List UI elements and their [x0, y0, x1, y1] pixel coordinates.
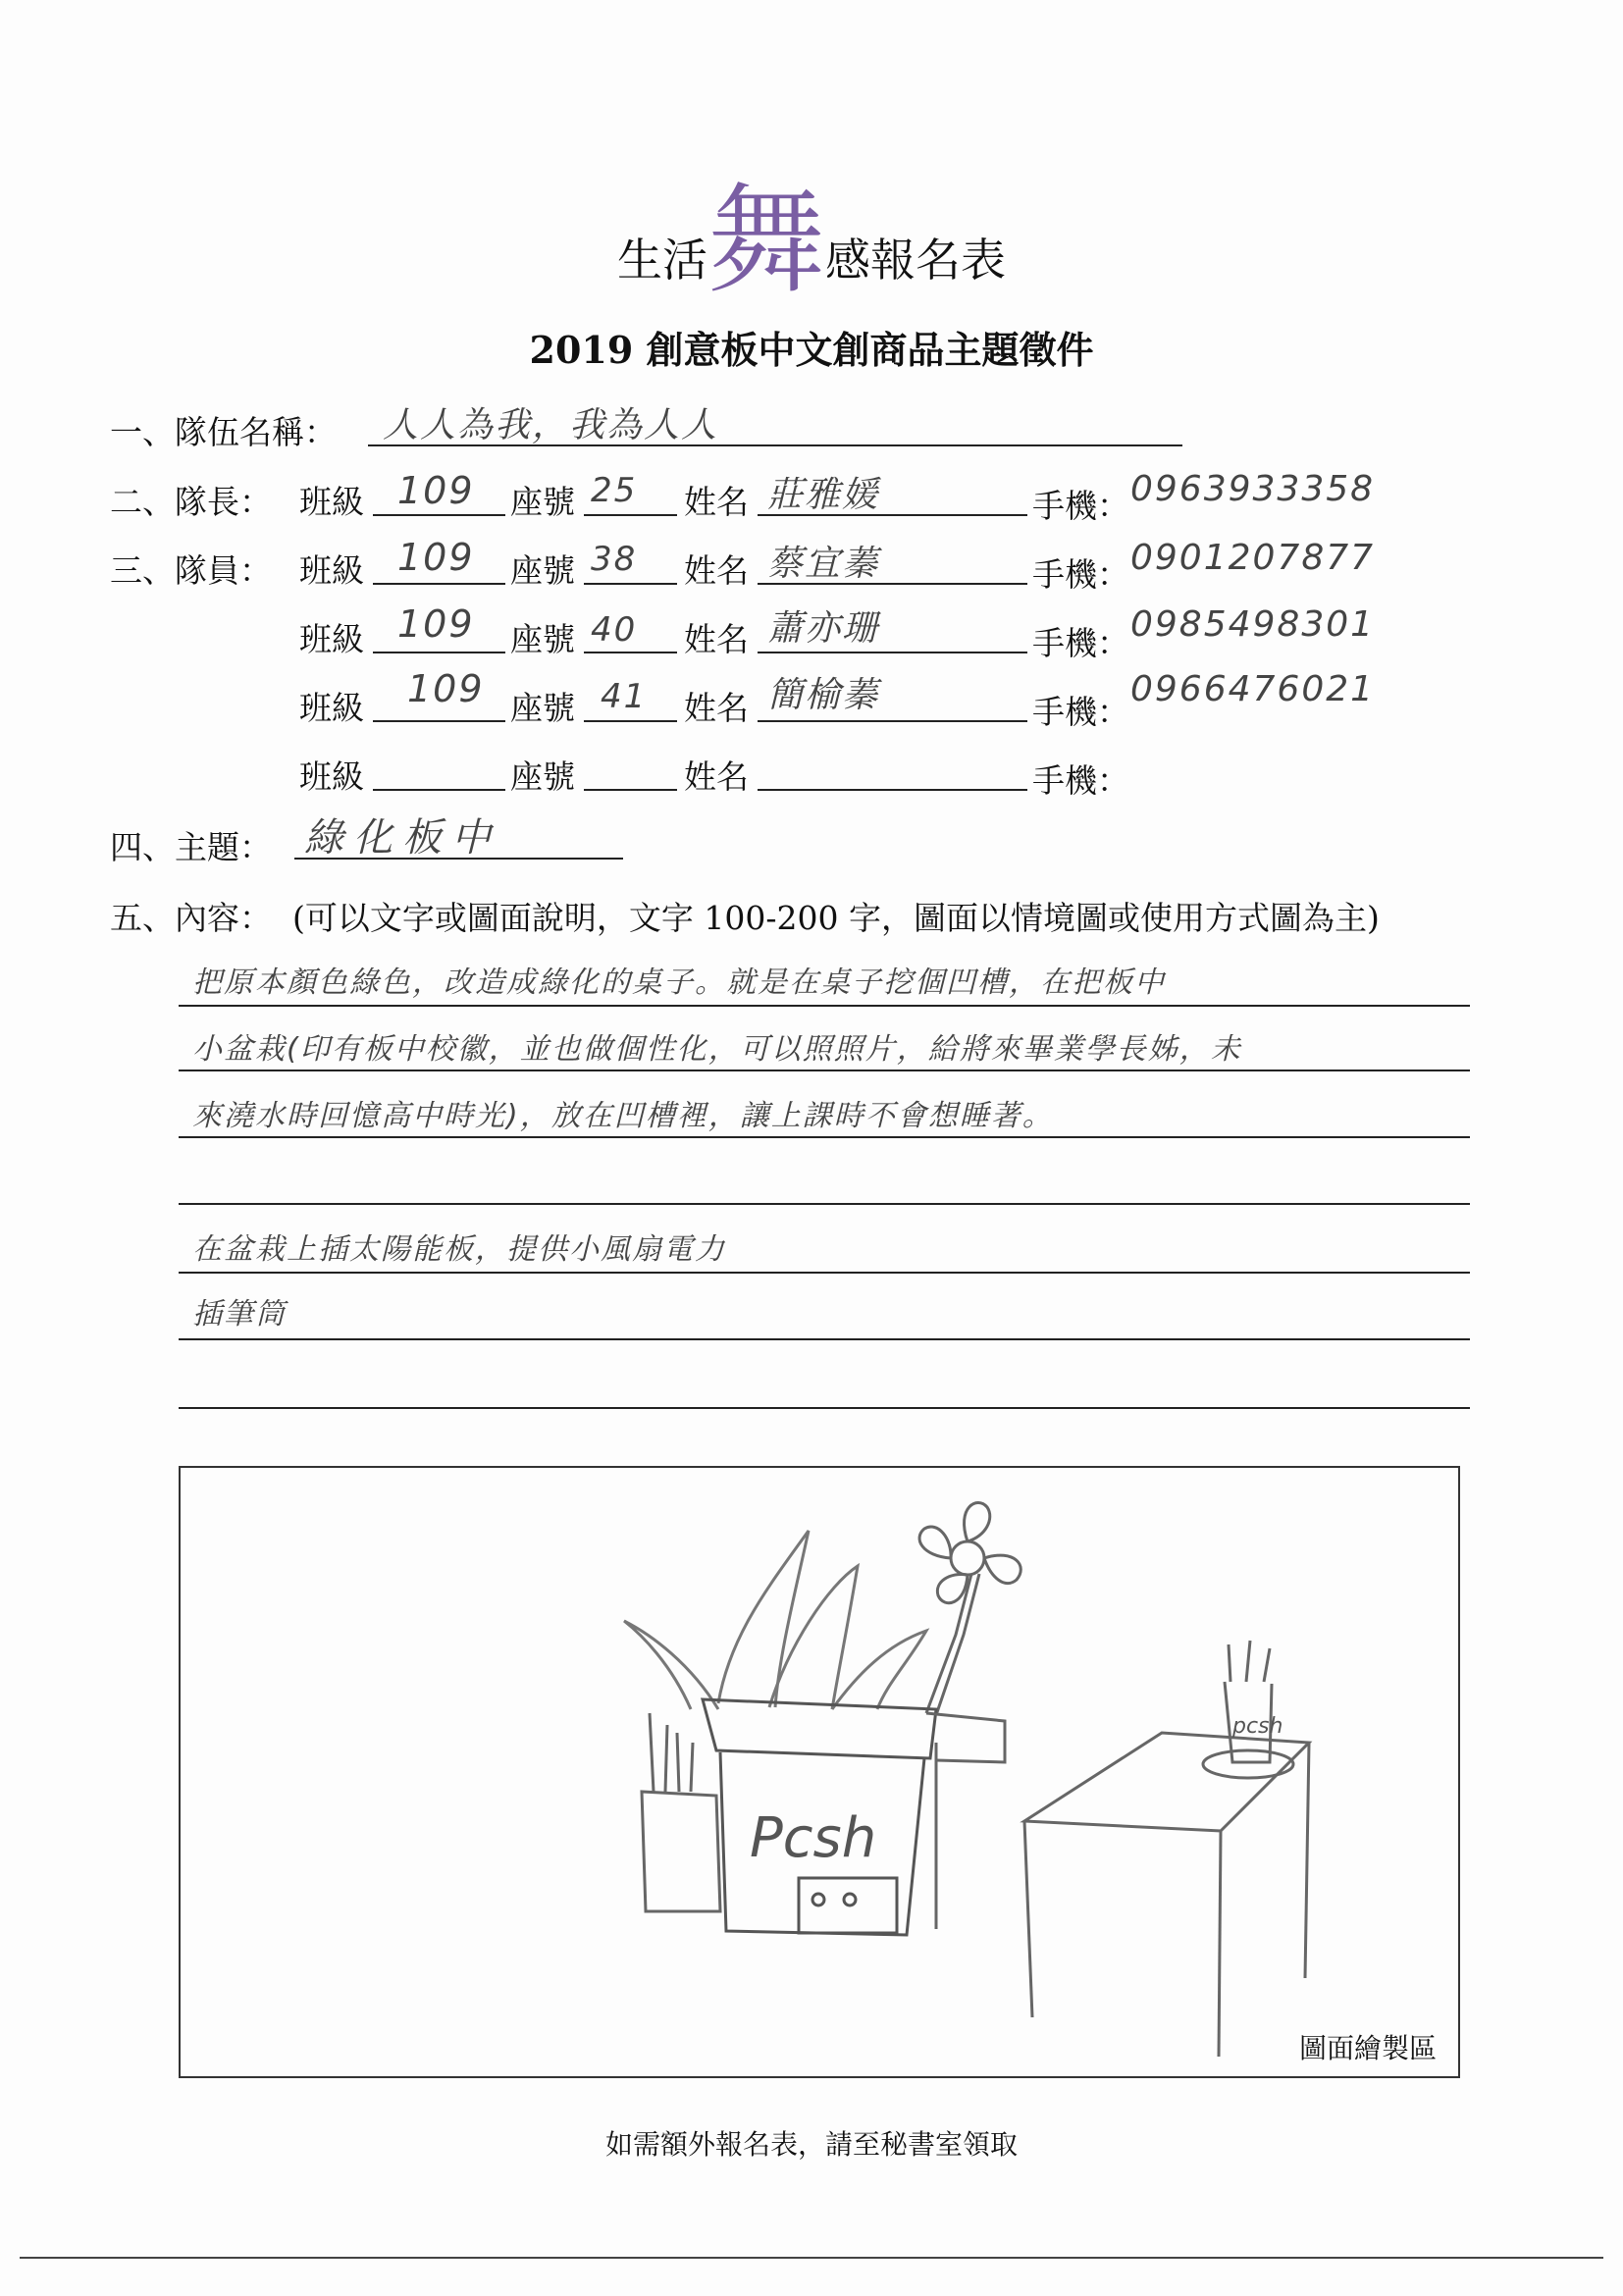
member-name-value[interactable]: 蕭亦珊: [767, 608, 880, 649]
drawing-area-label: 圖面繪製區: [1298, 2032, 1437, 2064]
content-text-line[interactable]: 小盆栽(印有板中校徽，並也做個性化，可以照照片，給將來畢業學長姊，未: [192, 1032, 1242, 1067]
member-seat-label: 座號: [510, 689, 575, 727]
team-name-value[interactable]: 人人為我，我為人人: [383, 405, 719, 445]
pen-holder-sketch: [642, 1713, 720, 1911]
member-class-line: [373, 583, 505, 585]
leader-name-label: 姓名: [684, 483, 749, 521]
content-label: 五、內容：: [110, 899, 272, 937]
member-name-label: 姓名: [684, 757, 749, 796]
pot-label: Pcsh: [750, 1806, 877, 1870]
member-class-value[interactable]: 109: [397, 602, 475, 646]
content-text-line[interactable]: 在盆栽上插太陽能板，提供小風扇電力: [192, 1232, 726, 1267]
form-title: [0, 147, 1623, 316]
member-class-line: [373, 720, 505, 722]
member-phone-value[interactable]: 0985498301: [1130, 604, 1376, 645]
leader-phone-label: 手機：: [1032, 487, 1129, 525]
member-seat-value[interactable]: 40: [591, 610, 638, 650]
member-name-label: 姓名: [684, 689, 749, 727]
theme-label: 四、主題：: [110, 828, 272, 866]
content-line: [179, 1203, 1470, 1205]
leader-seat-value[interactable]: 25: [591, 471, 638, 510]
title-pre: 生活: [617, 234, 707, 287]
leader-seat-label: 座號: [510, 483, 575, 521]
member-seat-value[interactable]: 41: [601, 677, 648, 716]
content-line: [179, 1338, 1470, 1340]
content-text-line[interactable]: 來澆水時回憶高中時光)，放在凹槽裡，讓上課時不會想睡著。: [192, 1099, 1054, 1133]
member-phone-label: 手機：: [1032, 693, 1129, 731]
member-seat-value[interactable]: 38: [591, 540, 638, 579]
members-label: 三、隊員：: [110, 551, 272, 590]
content-instructions: (可以文字或圖面說明，文字 100-200 字，圖面以情境圖或使用方式圖為主): [292, 899, 1380, 937]
leader-class-line: [373, 514, 505, 516]
drawing-area[interactable]: [179, 1466, 1460, 2078]
member-class-line: [373, 652, 505, 653]
member-seat-label: 座號: [510, 757, 575, 796]
member-phone-value[interactable]: 0901207877: [1130, 538, 1376, 578]
fan-sketch: [919, 1502, 1021, 1715]
member-class-label: 班級: [299, 689, 364, 727]
content-line: [179, 1005, 1470, 1007]
member-name-line: [758, 789, 1027, 791]
member-phone-label: 手機：: [1032, 761, 1129, 800]
member-phone-label: 手機：: [1032, 555, 1129, 594]
title-dance-char: 舞: [707, 174, 825, 310]
leader-name-value[interactable]: 莊雅媛: [767, 475, 880, 515]
leader-label: 二、隊長：: [110, 483, 272, 521]
member-seat-line: [584, 652, 677, 653]
content-line: [179, 1136, 1470, 1138]
cup-label: pcsh: [1232, 1714, 1283, 1739]
desk-sketch: [926, 1713, 1309, 2057]
plant-leaves-sketch: [624, 1531, 926, 1709]
leader-seat-line: [584, 514, 677, 516]
content-line: [179, 1407, 1470, 1409]
member-seat-line: [584, 720, 677, 722]
member-class-label: 班級: [299, 757, 364, 796]
member-class-label: 班級: [299, 620, 364, 658]
member-class-label: 班級: [299, 551, 364, 590]
member-seat-label: 座號: [510, 551, 575, 590]
content-line: [179, 1070, 1470, 1071]
member-seat-line: [584, 583, 677, 585]
sketch-drawing: [181, 1468, 1458, 2076]
leader-phone-value[interactable]: 0963933358: [1130, 469, 1376, 509]
title-post: 感報名表: [825, 234, 1006, 287]
member-class-value[interactable]: 109: [407, 667, 485, 710]
member-name-line: [758, 652, 1027, 653]
member-name-value[interactable]: 簡榆蓁: [767, 675, 880, 715]
content-text-line[interactable]: 插筆筒: [192, 1297, 287, 1331]
member-class-value[interactable]: 109: [397, 536, 475, 579]
theme-value[interactable]: 綠化板中: [304, 815, 500, 861]
member-class-line: [373, 789, 505, 791]
footer-note: 如需額外報名表，請至秘書室領取: [604, 2128, 1018, 2161]
member-name-label: 姓名: [684, 551, 749, 590]
leader-class-label: 班級: [299, 483, 364, 521]
leader-class-value[interactable]: 109: [397, 469, 475, 512]
member-name-value[interactable]: 蔡宜蓁: [767, 544, 880, 584]
content-line: [179, 1272, 1470, 1274]
form-subtitle: 2019 創意板中文創商品主題徵件: [529, 328, 1094, 372]
bottom-rule: [20, 2257, 1603, 2259]
team-name-label: 一、隊伍名稱：: [110, 413, 337, 451]
member-name-label: 姓名: [684, 620, 749, 658]
member-seat-label: 座號: [510, 620, 575, 658]
member-seat-line: [584, 789, 677, 791]
cup-sketch: [1203, 1641, 1293, 1778]
member-phone-value[interactable]: 0966476021: [1130, 669, 1376, 709]
member-name-line: [758, 720, 1027, 722]
member-phone-label: 手機：: [1032, 624, 1129, 662]
content-text-line[interactable]: 把原本顏色綠色，改造成綠化的桌子。就是在桌子挖個凹槽，在把板中: [192, 965, 1166, 1000]
